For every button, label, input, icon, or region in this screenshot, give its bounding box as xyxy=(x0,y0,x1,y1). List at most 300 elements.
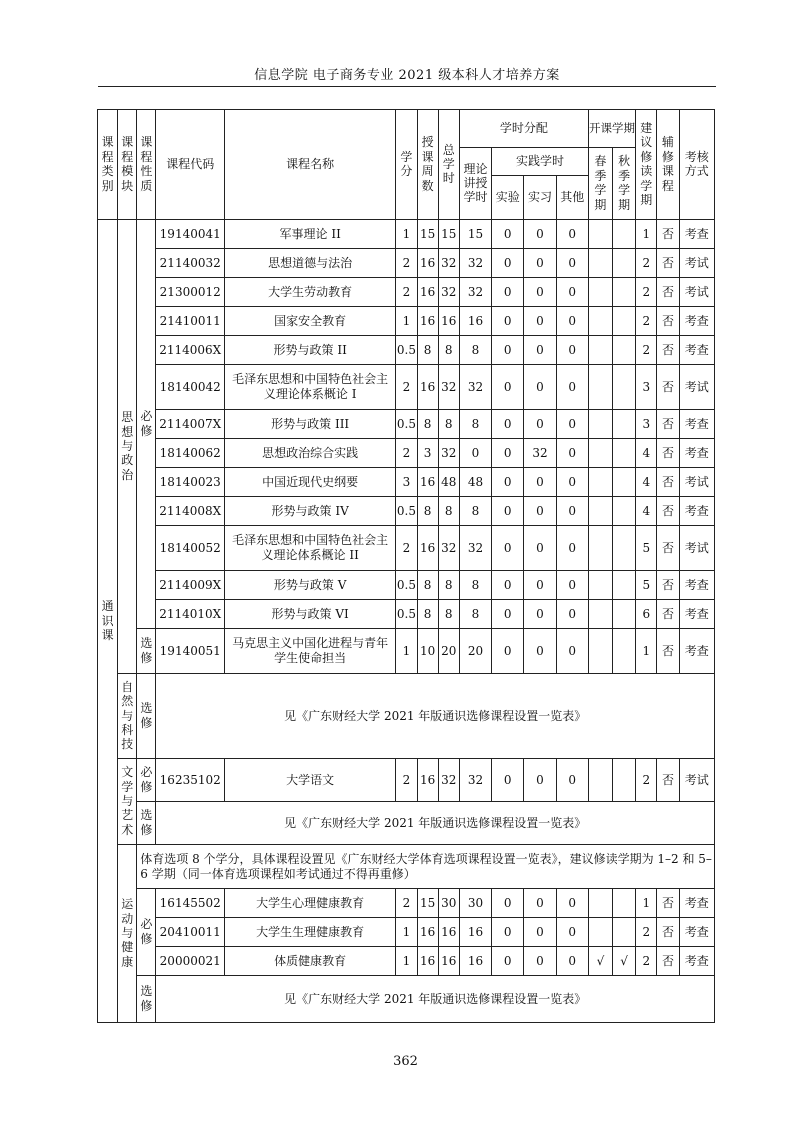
total-hours: 8 xyxy=(438,571,459,600)
total-hours: 20 xyxy=(438,629,459,674)
assessment: 考查 xyxy=(679,497,714,526)
other-hours: 0 xyxy=(556,526,588,571)
weeks: 8 xyxy=(417,497,438,526)
total-hours: 16 xyxy=(438,307,459,336)
credit: 2 xyxy=(396,278,417,307)
spring-semester xyxy=(588,759,612,802)
header-theory: 理论讲授学时 xyxy=(459,148,491,220)
course-name: 思想道德与法治 xyxy=(224,249,395,278)
other-hours: 0 xyxy=(556,278,588,307)
total-hours: 16 xyxy=(438,918,459,947)
spring-semester xyxy=(588,497,612,526)
nature-elective xyxy=(137,976,156,1023)
minor-course: 否 xyxy=(657,600,679,629)
nature-required-label: 必修 xyxy=(140,409,153,438)
minor-course: 否 xyxy=(657,918,679,947)
autumn-semester xyxy=(613,571,636,600)
table-row xyxy=(98,365,715,410)
weeks: 16 xyxy=(417,526,438,571)
credit: 2 xyxy=(396,759,417,802)
internship-hours: 0 xyxy=(524,571,556,600)
course-name: 大学生生理健康教育 xyxy=(224,918,395,947)
nature-required xyxy=(137,889,156,976)
experiment-hours: 0 xyxy=(492,889,524,918)
total-hours: 32 xyxy=(438,526,459,571)
other-hours: 0 xyxy=(556,571,588,600)
credit: 1 xyxy=(396,629,417,674)
internship-hours: 0 xyxy=(524,497,556,526)
experiment-hours: 0 xyxy=(492,336,524,365)
credit: 2 xyxy=(396,249,417,278)
see-list-note: 见《广东财经大学 2021 年版通识选修课程设置一览表》 xyxy=(156,976,715,1023)
module-sports-label: 运动与健康 xyxy=(121,897,134,969)
course-code: 2114007X xyxy=(156,410,225,439)
assessment: 考试 xyxy=(679,468,714,497)
theory-hours: 8 xyxy=(459,571,491,600)
curriculum-table xyxy=(97,109,715,1023)
spring-semester xyxy=(588,600,612,629)
minor-course: 否 xyxy=(657,249,679,278)
nature-required-label: 必修 xyxy=(140,765,153,794)
nature-elective xyxy=(137,674,156,759)
table-row xyxy=(98,918,715,947)
sports-note: 体育选项 8 个学分，具体课程设置见《广东财经大学体育选项课程设置一览表》，建议修读学期为 1–2 和 5–6 学期（同一体育选项课程如考试通过不得再重修） xyxy=(137,845,715,889)
internship-hours: 32 xyxy=(524,439,556,468)
weeks: 8 xyxy=(417,336,438,365)
table-row xyxy=(98,439,715,468)
nature-elective-label: 选修 xyxy=(140,984,153,1013)
suggested-semester: 3 xyxy=(636,365,657,410)
autumn-semester xyxy=(613,307,636,336)
experiment-hours: 0 xyxy=(492,497,524,526)
minor-course: 否 xyxy=(657,220,679,249)
course-code: 2114009X xyxy=(156,571,225,600)
assessment: 考查 xyxy=(679,629,714,674)
theory-hours: 0 xyxy=(459,439,491,468)
suggested-semester: 2 xyxy=(636,249,657,278)
autumn-semester xyxy=(613,439,636,468)
autumn-semester xyxy=(613,278,636,307)
theory-hours: 20 xyxy=(459,629,491,674)
weeks: 8 xyxy=(417,600,438,629)
course-code: 20000021 xyxy=(156,947,225,976)
theory-hours: 8 xyxy=(459,600,491,629)
other-hours: 0 xyxy=(556,497,588,526)
suggested-semester: 2 xyxy=(636,918,657,947)
credit: 0.5 xyxy=(396,336,417,365)
table-row xyxy=(98,571,715,600)
autumn-semester xyxy=(613,600,636,629)
credit: 2 xyxy=(396,439,417,468)
table-row xyxy=(98,526,715,571)
header-hours-distribution: 学时分配 xyxy=(459,110,588,148)
weeks: 16 xyxy=(417,759,438,802)
autumn-semester xyxy=(613,526,636,571)
experiment-hours: 0 xyxy=(492,918,524,947)
minor-course: 否 xyxy=(657,526,679,571)
weeks: 16 xyxy=(417,918,438,947)
table-row xyxy=(98,278,715,307)
credit: 3 xyxy=(396,468,417,497)
total-hours: 16 xyxy=(438,947,459,976)
course-code: 18140023 xyxy=(156,468,225,497)
course-name: 形势与政策 IV xyxy=(224,497,395,526)
course-code: 21140032 xyxy=(156,249,225,278)
minor-course: 否 xyxy=(657,439,679,468)
spring-semester xyxy=(588,410,612,439)
minor-course: 否 xyxy=(657,336,679,365)
course-code: 18140042 xyxy=(156,365,225,410)
header-category: 课程类别 xyxy=(98,110,118,220)
spring-semester xyxy=(588,918,612,947)
autumn-semester xyxy=(613,220,636,249)
category-general xyxy=(98,220,118,1023)
nature-elective xyxy=(137,629,156,674)
internship-hours: 0 xyxy=(524,220,556,249)
spring-semester xyxy=(588,365,612,410)
theory-hours: 48 xyxy=(459,468,491,497)
spring-semester xyxy=(588,307,612,336)
internship-hours: 0 xyxy=(524,918,556,947)
page-header: 信息学院 电子商务专业 2021 级本科人才培养方案 xyxy=(254,68,560,83)
theory-hours: 8 xyxy=(459,336,491,365)
minor-course: 否 xyxy=(657,759,679,802)
assessment: 考查 xyxy=(679,220,714,249)
nature-elective xyxy=(137,802,156,845)
other-hours: 0 xyxy=(556,439,588,468)
assessment: 考查 xyxy=(679,600,714,629)
course-code: 20410011 xyxy=(156,918,225,947)
header-module: 课程模块 xyxy=(118,110,137,220)
suggested-semester: 2 xyxy=(636,947,657,976)
module-politics-label: 思想与政治 xyxy=(121,410,134,482)
course-name: 毛泽东思想和中国特色社会主义理论体系概论 I xyxy=(224,365,395,410)
autumn-semester xyxy=(613,410,636,439)
spring-semester xyxy=(588,526,612,571)
internship-hours: 0 xyxy=(524,526,556,571)
internship-hours: 0 xyxy=(524,889,556,918)
module-literature-label: 文学与艺术 xyxy=(121,765,134,837)
internship-hours: 0 xyxy=(524,629,556,674)
nature-elective-label: 选修 xyxy=(140,808,153,837)
table-row xyxy=(98,845,715,889)
assessment: 考试 xyxy=(679,278,714,307)
nature-required-label: 必修 xyxy=(140,917,153,946)
theory-hours: 16 xyxy=(459,947,491,976)
table-row xyxy=(98,629,715,674)
suggested-semester: 1 xyxy=(636,889,657,918)
assessment: 考查 xyxy=(679,947,714,976)
assessment: 考查 xyxy=(679,410,714,439)
experiment-hours: 0 xyxy=(492,526,524,571)
credit: 1 xyxy=(396,947,417,976)
weeks: 8 xyxy=(417,571,438,600)
experiment-hours: 0 xyxy=(492,365,524,410)
course-name: 国家安全教育 xyxy=(224,307,395,336)
other-hours: 0 xyxy=(556,410,588,439)
spring-semester xyxy=(588,220,612,249)
total-hours: 30 xyxy=(438,889,459,918)
internship-hours: 0 xyxy=(524,336,556,365)
credit: 2 xyxy=(396,365,417,410)
assessment: 考查 xyxy=(679,918,714,947)
table-row xyxy=(98,307,715,336)
minor-course: 否 xyxy=(657,468,679,497)
credit: 2 xyxy=(396,889,417,918)
total-hours: 8 xyxy=(438,336,459,365)
other-hours: 0 xyxy=(556,307,588,336)
other-hours: 0 xyxy=(556,889,588,918)
suggested-semester: 4 xyxy=(636,439,657,468)
module-politics xyxy=(118,220,137,674)
theory-hours: 15 xyxy=(459,220,491,249)
assessment: 考查 xyxy=(679,571,714,600)
total-hours: 32 xyxy=(438,278,459,307)
table-row xyxy=(98,410,715,439)
course-name: 形势与政策 VI xyxy=(224,600,395,629)
see-list-note: 见《广东财经大学 2021 年版通识选修课程设置一览表》 xyxy=(156,802,715,845)
module-sports xyxy=(118,845,137,1023)
header-code: 课程代码 xyxy=(156,110,225,220)
course-code: 21410011 xyxy=(156,307,225,336)
spring-semester xyxy=(588,278,612,307)
course-name: 毛泽东思想和中国特色社会主义理论体系概论 II xyxy=(224,526,395,571)
internship-hours: 0 xyxy=(524,468,556,497)
weeks: 3 xyxy=(417,439,438,468)
suggested-semester: 2 xyxy=(636,307,657,336)
internship-hours: 0 xyxy=(524,759,556,802)
header-assessment: 考核方式 xyxy=(679,110,714,220)
weeks: 16 xyxy=(417,947,438,976)
course-name: 大学语文 xyxy=(224,759,395,802)
other-hours: 0 xyxy=(556,918,588,947)
minor-course: 否 xyxy=(657,571,679,600)
table-row xyxy=(98,497,715,526)
minor-course: 否 xyxy=(657,629,679,674)
course-name: 形势与政策 II xyxy=(224,336,395,365)
other-hours: 0 xyxy=(556,249,588,278)
minor-course: 否 xyxy=(657,410,679,439)
autumn-semester xyxy=(613,336,636,365)
suggested-semester: 4 xyxy=(636,468,657,497)
header-practice: 实践学时 xyxy=(492,148,589,176)
total-hours: 8 xyxy=(438,497,459,526)
assessment: 考查 xyxy=(679,336,714,365)
internship-hours: 0 xyxy=(524,365,556,410)
theory-hours: 32 xyxy=(459,365,491,410)
minor-course: 否 xyxy=(657,365,679,410)
spring-semester xyxy=(588,571,612,600)
credit: 2 xyxy=(396,526,417,571)
spring-semester xyxy=(588,889,612,918)
theory-hours: 32 xyxy=(459,249,491,278)
table-row xyxy=(98,674,715,759)
theory-hours: 32 xyxy=(459,526,491,571)
table-row xyxy=(98,249,715,278)
experiment-hours: 0 xyxy=(492,220,524,249)
total-hours: 32 xyxy=(438,365,459,410)
course-name: 大学生心理健康教育 xyxy=(224,889,395,918)
spring-semester xyxy=(588,336,612,365)
see-list-note: 见《广东财经大学 2021 年版通识选修课程设置一览表》 xyxy=(156,674,715,759)
autumn-semester xyxy=(613,759,636,802)
total-hours: 32 xyxy=(438,759,459,802)
course-name: 形势与政策 III xyxy=(224,410,395,439)
other-hours: 0 xyxy=(556,336,588,365)
minor-course: 否 xyxy=(657,278,679,307)
experiment-hours: 0 xyxy=(492,249,524,278)
experiment-hours: 0 xyxy=(492,468,524,497)
experiment-hours: 0 xyxy=(492,571,524,600)
experiment-hours: 0 xyxy=(492,600,524,629)
weeks: 8 xyxy=(417,410,438,439)
nature-elective-label: 选修 xyxy=(140,636,153,665)
total-hours: 8 xyxy=(438,410,459,439)
header-suggested-semester: 建议修读学期 xyxy=(636,110,657,220)
table-row xyxy=(98,336,715,365)
course-name: 马克思主义中国化进程与青年学生使命担当 xyxy=(224,629,395,674)
total-hours: 32 xyxy=(438,249,459,278)
experiment-hours: 0 xyxy=(492,439,524,468)
module-nature xyxy=(118,674,137,759)
header-name: 课程名称 xyxy=(224,110,395,220)
assessment: 考试 xyxy=(679,249,714,278)
table-row xyxy=(98,947,715,976)
autumn-semester xyxy=(613,249,636,278)
nature-required xyxy=(137,220,156,629)
credit: 0.5 xyxy=(396,571,417,600)
header-weeks: 授课周数 xyxy=(417,110,438,220)
autumn-semester xyxy=(613,918,636,947)
experiment-hours: 0 xyxy=(492,947,524,976)
course-code: 21300012 xyxy=(156,278,225,307)
header-spring: 春季学期 xyxy=(588,148,612,220)
minor-course: 否 xyxy=(657,947,679,976)
suggested-semester: 2 xyxy=(636,759,657,802)
course-name: 军事理论 II xyxy=(224,220,395,249)
minor-course: 否 xyxy=(657,307,679,336)
table-row xyxy=(98,976,715,1023)
suggested-semester: 5 xyxy=(636,526,657,571)
credit: 0.5 xyxy=(396,600,417,629)
theory-hours: 30 xyxy=(459,889,491,918)
course-code: 19140051 xyxy=(156,629,225,674)
credit: 1 xyxy=(396,220,417,249)
other-hours: 0 xyxy=(556,759,588,802)
module-literature xyxy=(118,759,137,845)
course-code: 2114006X xyxy=(156,336,225,365)
course-code: 19140041 xyxy=(156,220,225,249)
credit: 1 xyxy=(396,307,417,336)
other-hours: 0 xyxy=(556,600,588,629)
header-semester: 开课学期 xyxy=(588,110,635,148)
total-hours: 32 xyxy=(438,439,459,468)
autumn-semester: √ xyxy=(613,947,636,976)
total-hours: 15 xyxy=(438,220,459,249)
internship-hours: 0 xyxy=(524,307,556,336)
spring-semester xyxy=(588,249,612,278)
assessment: 考查 xyxy=(679,889,714,918)
header-credit: 学分 xyxy=(396,110,417,220)
other-hours: 0 xyxy=(556,947,588,976)
weeks: 16 xyxy=(417,249,438,278)
theory-hours: 16 xyxy=(459,918,491,947)
header-nature: 课程性质 xyxy=(137,110,156,220)
experiment-hours: 0 xyxy=(492,629,524,674)
spring-semester: √ xyxy=(588,947,612,976)
table-row xyxy=(98,468,715,497)
weeks: 16 xyxy=(417,468,438,497)
theory-hours: 16 xyxy=(459,307,491,336)
course-code: 16145502 xyxy=(156,889,225,918)
theory-hours: 8 xyxy=(459,497,491,526)
course-code: 18140052 xyxy=(156,526,225,571)
header-minor: 辅修课程 xyxy=(657,110,679,220)
experiment-hours: 0 xyxy=(492,410,524,439)
header-total-hours: 总学时 xyxy=(438,110,459,220)
spring-semester xyxy=(588,629,612,674)
weeks: 16 xyxy=(417,278,438,307)
experiment-hours: 0 xyxy=(492,759,524,802)
header-experiment: 实验 xyxy=(492,176,524,220)
header-autumn: 秋季学期 xyxy=(613,148,636,220)
course-code: 2114008X xyxy=(156,497,225,526)
header-internship: 实习 xyxy=(524,176,556,220)
autumn-semester xyxy=(613,889,636,918)
page-number: 362 xyxy=(393,1054,418,1069)
category-general-label: 通识课 xyxy=(101,599,114,642)
autumn-semester xyxy=(613,497,636,526)
assessment: 考查 xyxy=(679,439,714,468)
header-rule xyxy=(98,86,716,87)
credit: 0.5 xyxy=(396,410,417,439)
suggested-semester: 2 xyxy=(636,336,657,365)
course-code: 18140062 xyxy=(156,439,225,468)
module-nature-label: 自然与科技 xyxy=(121,679,134,752)
suggested-semester: 6 xyxy=(636,600,657,629)
table-row xyxy=(98,889,715,918)
nature-elective-label: 选修 xyxy=(140,701,153,730)
course-name: 大学生劳动教育 xyxy=(224,278,395,307)
course-name: 思想政治综合实践 xyxy=(224,439,395,468)
weeks: 10 xyxy=(417,629,438,674)
other-hours: 0 xyxy=(556,220,588,249)
suggested-semester: 3 xyxy=(636,410,657,439)
other-hours: 0 xyxy=(556,629,588,674)
course-name: 体质健康教育 xyxy=(224,947,395,976)
internship-hours: 0 xyxy=(524,947,556,976)
total-hours: 8 xyxy=(438,600,459,629)
credit: 1 xyxy=(396,918,417,947)
nature-required xyxy=(137,759,156,802)
course-code: 2114010X xyxy=(156,600,225,629)
course-name: 中国近现代史纲要 xyxy=(224,468,395,497)
table-row xyxy=(98,600,715,629)
suggested-semester: 4 xyxy=(636,497,657,526)
weeks: 15 xyxy=(417,889,438,918)
course-code: 16235102 xyxy=(156,759,225,802)
header-other: 其他 xyxy=(556,176,588,220)
suggested-semester: 2 xyxy=(636,278,657,307)
internship-hours: 0 xyxy=(524,278,556,307)
internship-hours: 0 xyxy=(524,410,556,439)
experiment-hours: 0 xyxy=(492,278,524,307)
spring-semester xyxy=(588,468,612,497)
suggested-semester: 5 xyxy=(636,571,657,600)
autumn-semester xyxy=(613,468,636,497)
table-body xyxy=(98,220,715,1023)
weeks: 15 xyxy=(417,220,438,249)
